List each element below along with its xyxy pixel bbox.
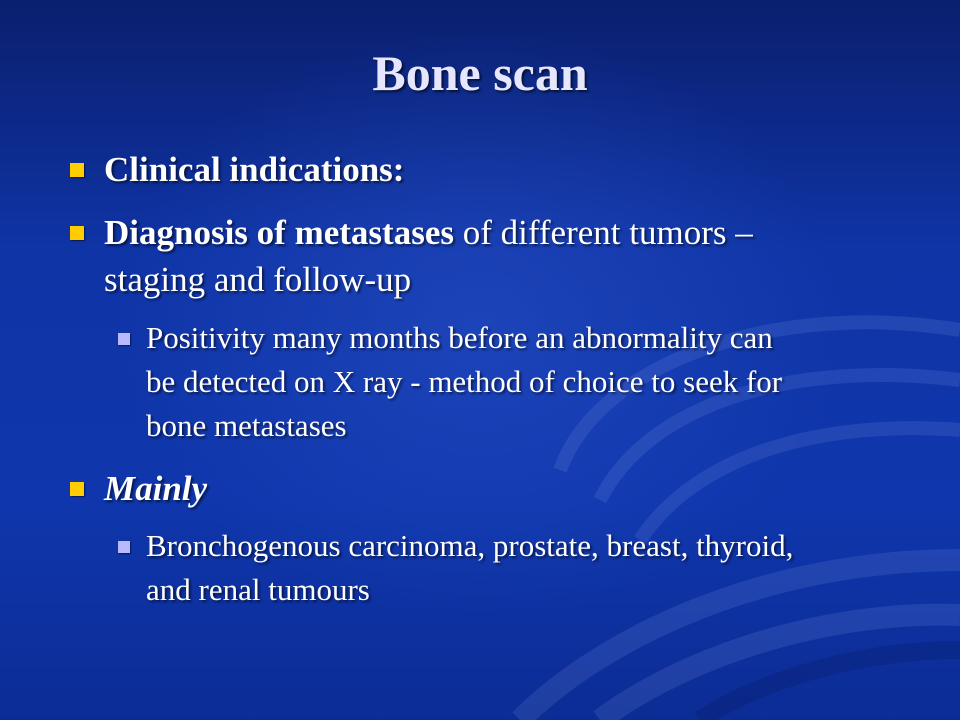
bullet-line: Bronchogenous carcinoma, prostate, breast, thyroid, [146, 528, 794, 563]
bullet-bold-text: Diagnosis of metastases [104, 213, 454, 252]
bullet-line: and renal tumours [146, 572, 370, 607]
yellow-square-bullet-icon [70, 226, 84, 240]
bullet-clinical-indications [104, 146, 404, 193]
bullet-bold-text: Clinical indications: [104, 150, 405, 189]
bullet-diagnosis-metastases [104, 209, 924, 303]
bullet-mainly [104, 465, 207, 512]
lavender-square-bullet-icon [118, 541, 130, 553]
yellow-square-bullet-icon [70, 163, 84, 177]
bullet-rest-text: of different tumors – [453, 213, 753, 252]
bullet-bold-italic-text: Mainly [104, 469, 208, 508]
bullet-line [104, 209, 924, 256]
bullet-line: staging and follow-up [104, 260, 412, 299]
slide-title: Bone scan [372, 45, 588, 101]
yellow-square-bullet-icon [70, 482, 84, 496]
subbullet-positivity [146, 316, 936, 448]
bullet-line: bone metastases [146, 408, 347, 443]
subbullet-tumour-types [146, 524, 936, 612]
bullet-line: be detected on X ray - method of choice to seek for [146, 364, 783, 399]
lavender-square-bullet-icon [118, 333, 130, 345]
bullet-line: Positivity many months before an abnormality can [146, 320, 773, 355]
